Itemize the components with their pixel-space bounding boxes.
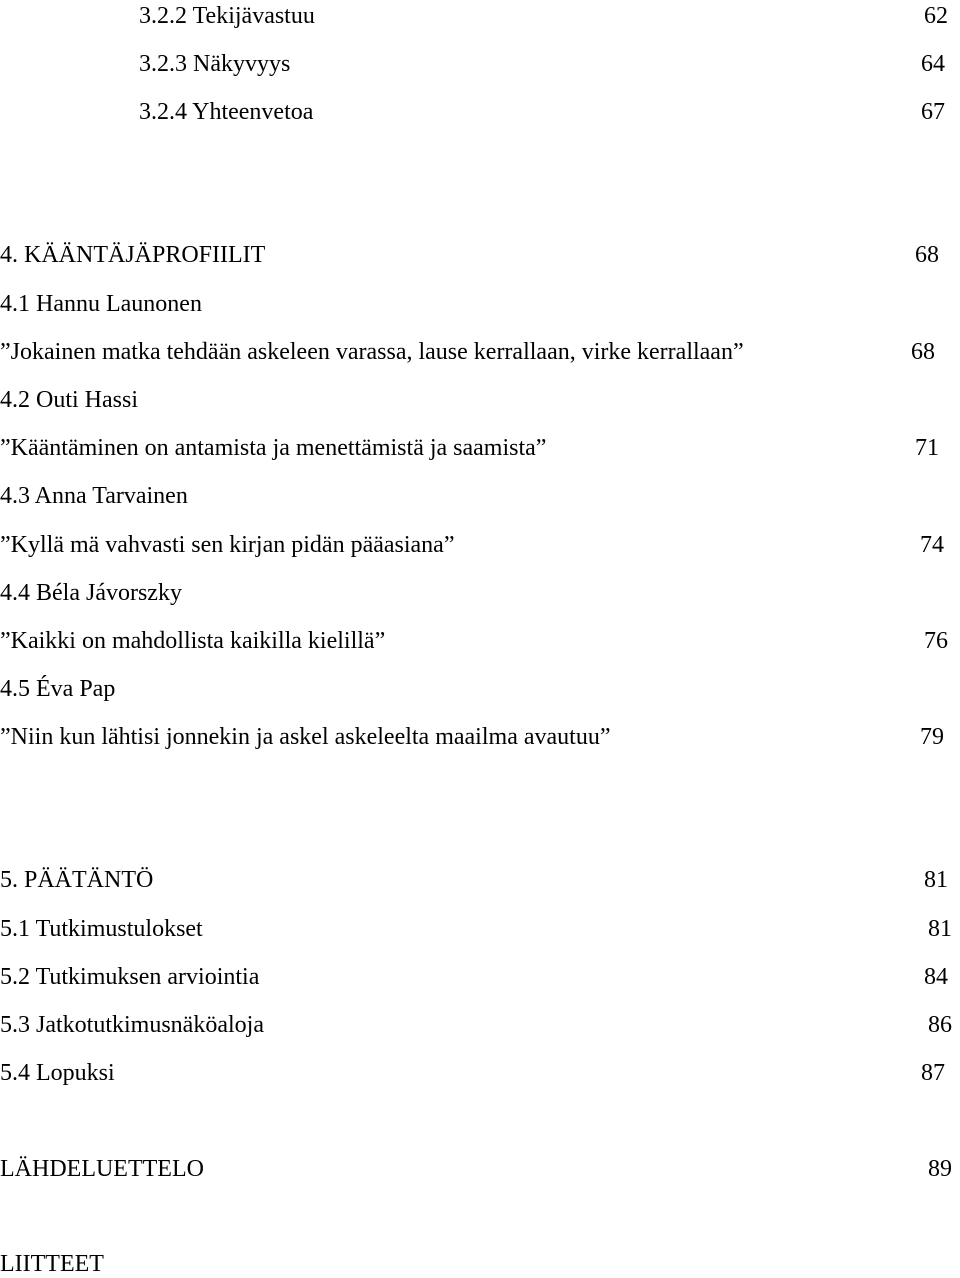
toc-entry-3-2-2: 3.2.2 Tekijävastuu [139,3,315,29]
toc-references: LÄHDELUETTELO [0,1156,204,1182]
toc-page-3-2-2: 62 [924,3,948,29]
toc-subtitle-4-1: ”Jokainen matka tehdään askeleen varassa, lause kerrallaan, virke kerrallaan” [0,339,744,365]
toc-page-4-1: 68 [911,339,935,365]
toc-page-5-3: 86 [928,1012,952,1038]
toc-page-3-2-4: 67 [921,99,945,125]
toc-page-5-4: 87 [921,1060,945,1086]
toc-page-3-2-3: 64 [921,51,945,77]
toc-entry-5-2: 5.2 Tutkimuksen arviointia [0,964,260,990]
toc-chapter-5: 5. PÄÄTÄNTÖ [0,867,154,893]
toc-subtitle-4-5: ”Niin kun lähtisi jonnekin ja askel askeleelta maailma avautuu” [0,724,611,750]
toc-page-chapter-4: 68 [915,242,939,268]
toc-entry-5-4: 5.4 Lopuksi [0,1060,115,1086]
toc-page-4-2: 71 [915,435,939,461]
toc-appendices: LIITTEET [0,1251,104,1277]
toc-page-references: 89 [928,1156,952,1182]
toc-entry-4-1: 4.1 Hannu Launonen [0,291,202,317]
toc-entry-4-3: 4.3 Anna Tarvainen [0,483,188,509]
toc-entry-4-2: 4.2 Outi Hassi [0,387,138,413]
toc-page-4-5: 79 [920,724,944,750]
toc-entry-5-1: 5.1 Tutkimustulokset [0,916,203,942]
toc-page-4-4: 76 [924,628,948,654]
toc-page-5-1: 81 [928,916,952,942]
toc-chapter-4: 4. KÄÄNTÄJÄPROFIILIT [0,242,266,268]
toc-page-4-3: 74 [920,532,944,558]
toc-entry-3-2-3: 3.2.3 Näkyvyys [139,51,291,77]
toc-subtitle-4-4: ”Kaikki on mahdollista kaikilla kielillä” [0,628,386,654]
toc-entry-4-4: 4.4 Béla Jávorszky [0,580,182,606]
toc-entry-4-5: 4.5 Éva Pap [0,676,116,702]
toc-subtitle-4-3: ”Kyllä mä vahvasti sen kirjan pidän pääasiana” [0,532,455,558]
toc-subtitle-4-2: ”Kääntäminen on antamista ja menettämistä ja saamista” [0,435,547,461]
toc-entry-5-3: 5.3 Jatkotutkimusnäköaloja [0,1012,264,1038]
toc-page-chapter-5: 81 [924,867,948,893]
toc-entry-3-2-4: 3.2.4 Yhteenvetoa [139,99,314,125]
toc-page-5-2: 84 [924,964,948,990]
